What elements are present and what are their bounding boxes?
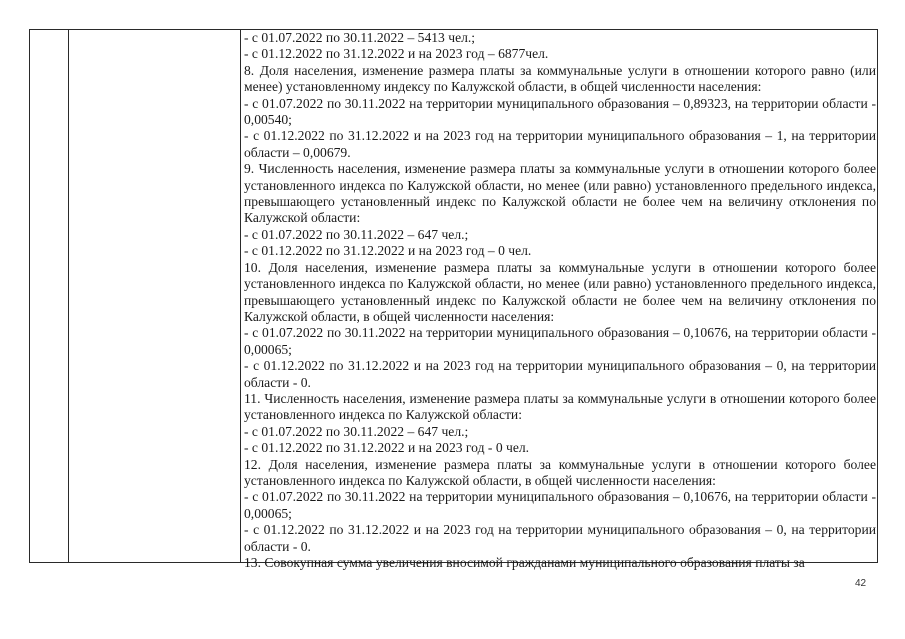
paragraph: - с 01.12.2022 по 31.12.2022 и на 2023 год - 0 чел.: [244, 440, 530, 456]
paragraph: - с 01.07.2022 по 30.11.2022 на территории муниципального образования – 0,10676, на территории области - 0,00065;: [244, 489, 876, 521]
paragraph: 9. Численность населения, изменение размера платы за коммунальные услуги в отношении которого более установленного индекса по Калужской области, но менее (или равно) установленного предельного индекса, превышающего установленный индекс по Калужской области не более чем на величину отклонения по Калужской области:: [244, 161, 876, 226]
table-column-divider: [240, 30, 241, 562]
paragraph: - с 01.12.2022 по 31.12.2022 и на 2023 год на территории муниципального образования – 0, на территории области - 0.: [244, 522, 876, 554]
table-column-divider: [68, 30, 69, 562]
paragraph: - с 01.07.2022 по 30.11.2022 на территории муниципального образования – 0,89323, на территории области - 0,00540;: [244, 95, 876, 128]
paragraph: 11. Численность населения, изменение размера платы за коммунальные услуги в отношении которого более установленного индекса по Калужской области:: [244, 390, 876, 423]
paragraph: - с 01.07.2022 по 30.11.2022 на территории муниципального образования – 0,10676, на территории области - 0,00065;: [244, 325, 876, 357]
paragraph: - с 01.07.2022 по 30.11.2022 – 5413 чел.;: [244, 30, 476, 45]
paragraph: - с 01.12.2022 по 31.12.2022 и на 2023 год – 6877чел.: [244, 46, 549, 62]
table-cell-text: [244, 30, 876, 571]
paragraph: 12. Доля населения, изменение размера платы за коммунальные услуги в отношении которого более установленного индекса по Калужской области, в общей численности населения:: [244, 456, 876, 488]
paragraph: - с 01.07.2022 по 30.11.2022 – 647 чел.;: [244, 226, 469, 242]
paragraph: - с 01.12.2022 по 31.12.2022 и на 2023 год на территории муниципального образования – 0, на территории области - 0.: [244, 358, 876, 390]
paragraph: - с 01.12.2022 по 31.12.2022 и на 2023 год на территории муниципального образования – 1, на территории области – 0,00679.: [244, 128, 876, 160]
paragraph: - с 01.12.2022 по 31.12.2022 и на 2023 год – 0 чел.: [244, 243, 532, 259]
paragraph: 8. Доля населения, изменение размера платы за коммунальные услуги в отношении которого равно (или менее) установленному индексу по Калужской области, в общей численности населения:: [244, 62, 876, 95]
paragraph: - с 01.07.2022 по 30.11.2022 – 647 чел.;: [244, 423, 469, 439]
paragraph: 13. Совокупная сумма увеличения вносимой гражданами муниципального образования платы за: [244, 555, 805, 570]
page-number: 42: [855, 578, 867, 589]
paragraph: 10. Доля населения, изменение размера платы за коммунальные услуги в отношении которого более установленного индекса по Калужской области, но менее (или равно) установленного предельного индекса, превышающего установленный индекс по Калужской области не более чем на величину отклонения по Калужской области, в общей численности населения:: [244, 259, 876, 324]
